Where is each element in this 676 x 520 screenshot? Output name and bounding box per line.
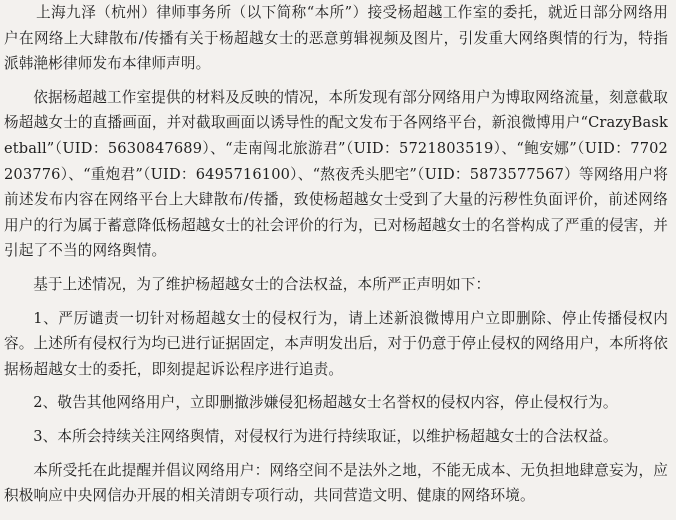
paragraph-declaration-intro: 基于上述情况，为了维护杨超越女士的合法权益，本所严正声明如下：	[33, 275, 491, 293]
paragraph-engagement: 上海九泽（杭州）律师事务所（以下简称“本所”）接受杨超越工作室的委托，就近日部分网络用户在网络上大肆散布/传播有关于杨超越女士的恶意剪辑视频及图片，引发重大网络舆情的行为，特指派韩滟彬律师发布本律师声明。	[4, 4, 668, 73]
paragraph-item-1: 1、严厉谴责一切针对杨超越女士的侵权行为，请上述新浪微博用户立即删除、停止传播侵权内容。上述所有侵权行为均已进行证据固定，本声明发出后，对于仍意于停止侵权的网络用户，本所将依据杨超越女士的委托，即刻提起诉讼程序进行追责。	[4, 309, 668, 378]
paragraph-reminder: 本所受托在此提醒并倡议网络用户：网络空间不是法外之地，不能无成本、无负担地肆意妄为，应积极响应中央网信办开展的相关清朗专项行动，共同营造文明、健康的网络环境。	[4, 461, 668, 505]
paragraph-item-2: 2、敬告其他网络用户，立即删撤涉嫌侵犯杨超越女士名誉权的侵权内容，停止侵权行为。	[33, 394, 618, 412]
paragraph-item-3: 3、本所会持续关注网络舆情，对侵权行为进行持续取证，以维护杨超越女士的合法权益。	[33, 427, 618, 445]
paragraph-findings: 依据杨超越工作室提供的材料及反映的情况，本所发现有部分网络用户为博取网络流量，刻意截取杨超越女士的直播画面，并对截取画面以诱导性的配文发布于各网络平台，新浪微博用户“CrazyBasketball”（UID：5630847689）、“走南闯北旅游君”（UID：5721803519）、“鲍安娜”（UID：7702203776）、“重炮君”（UID：6495716100）、“熬夜秃头肥宅”（UID：5873577567）等网络用户将前述发布内容在网络平台上大肆散布/传播，致使杨超越女士受到了大量的污秽性负面评价，前述网络用户的行为属于蓄意降低杨超越女士的社会评价的行为，已对杨超越女士的名誉构成了严重的侵害，并引起了不当的网络舆情。	[4, 88, 668, 260]
